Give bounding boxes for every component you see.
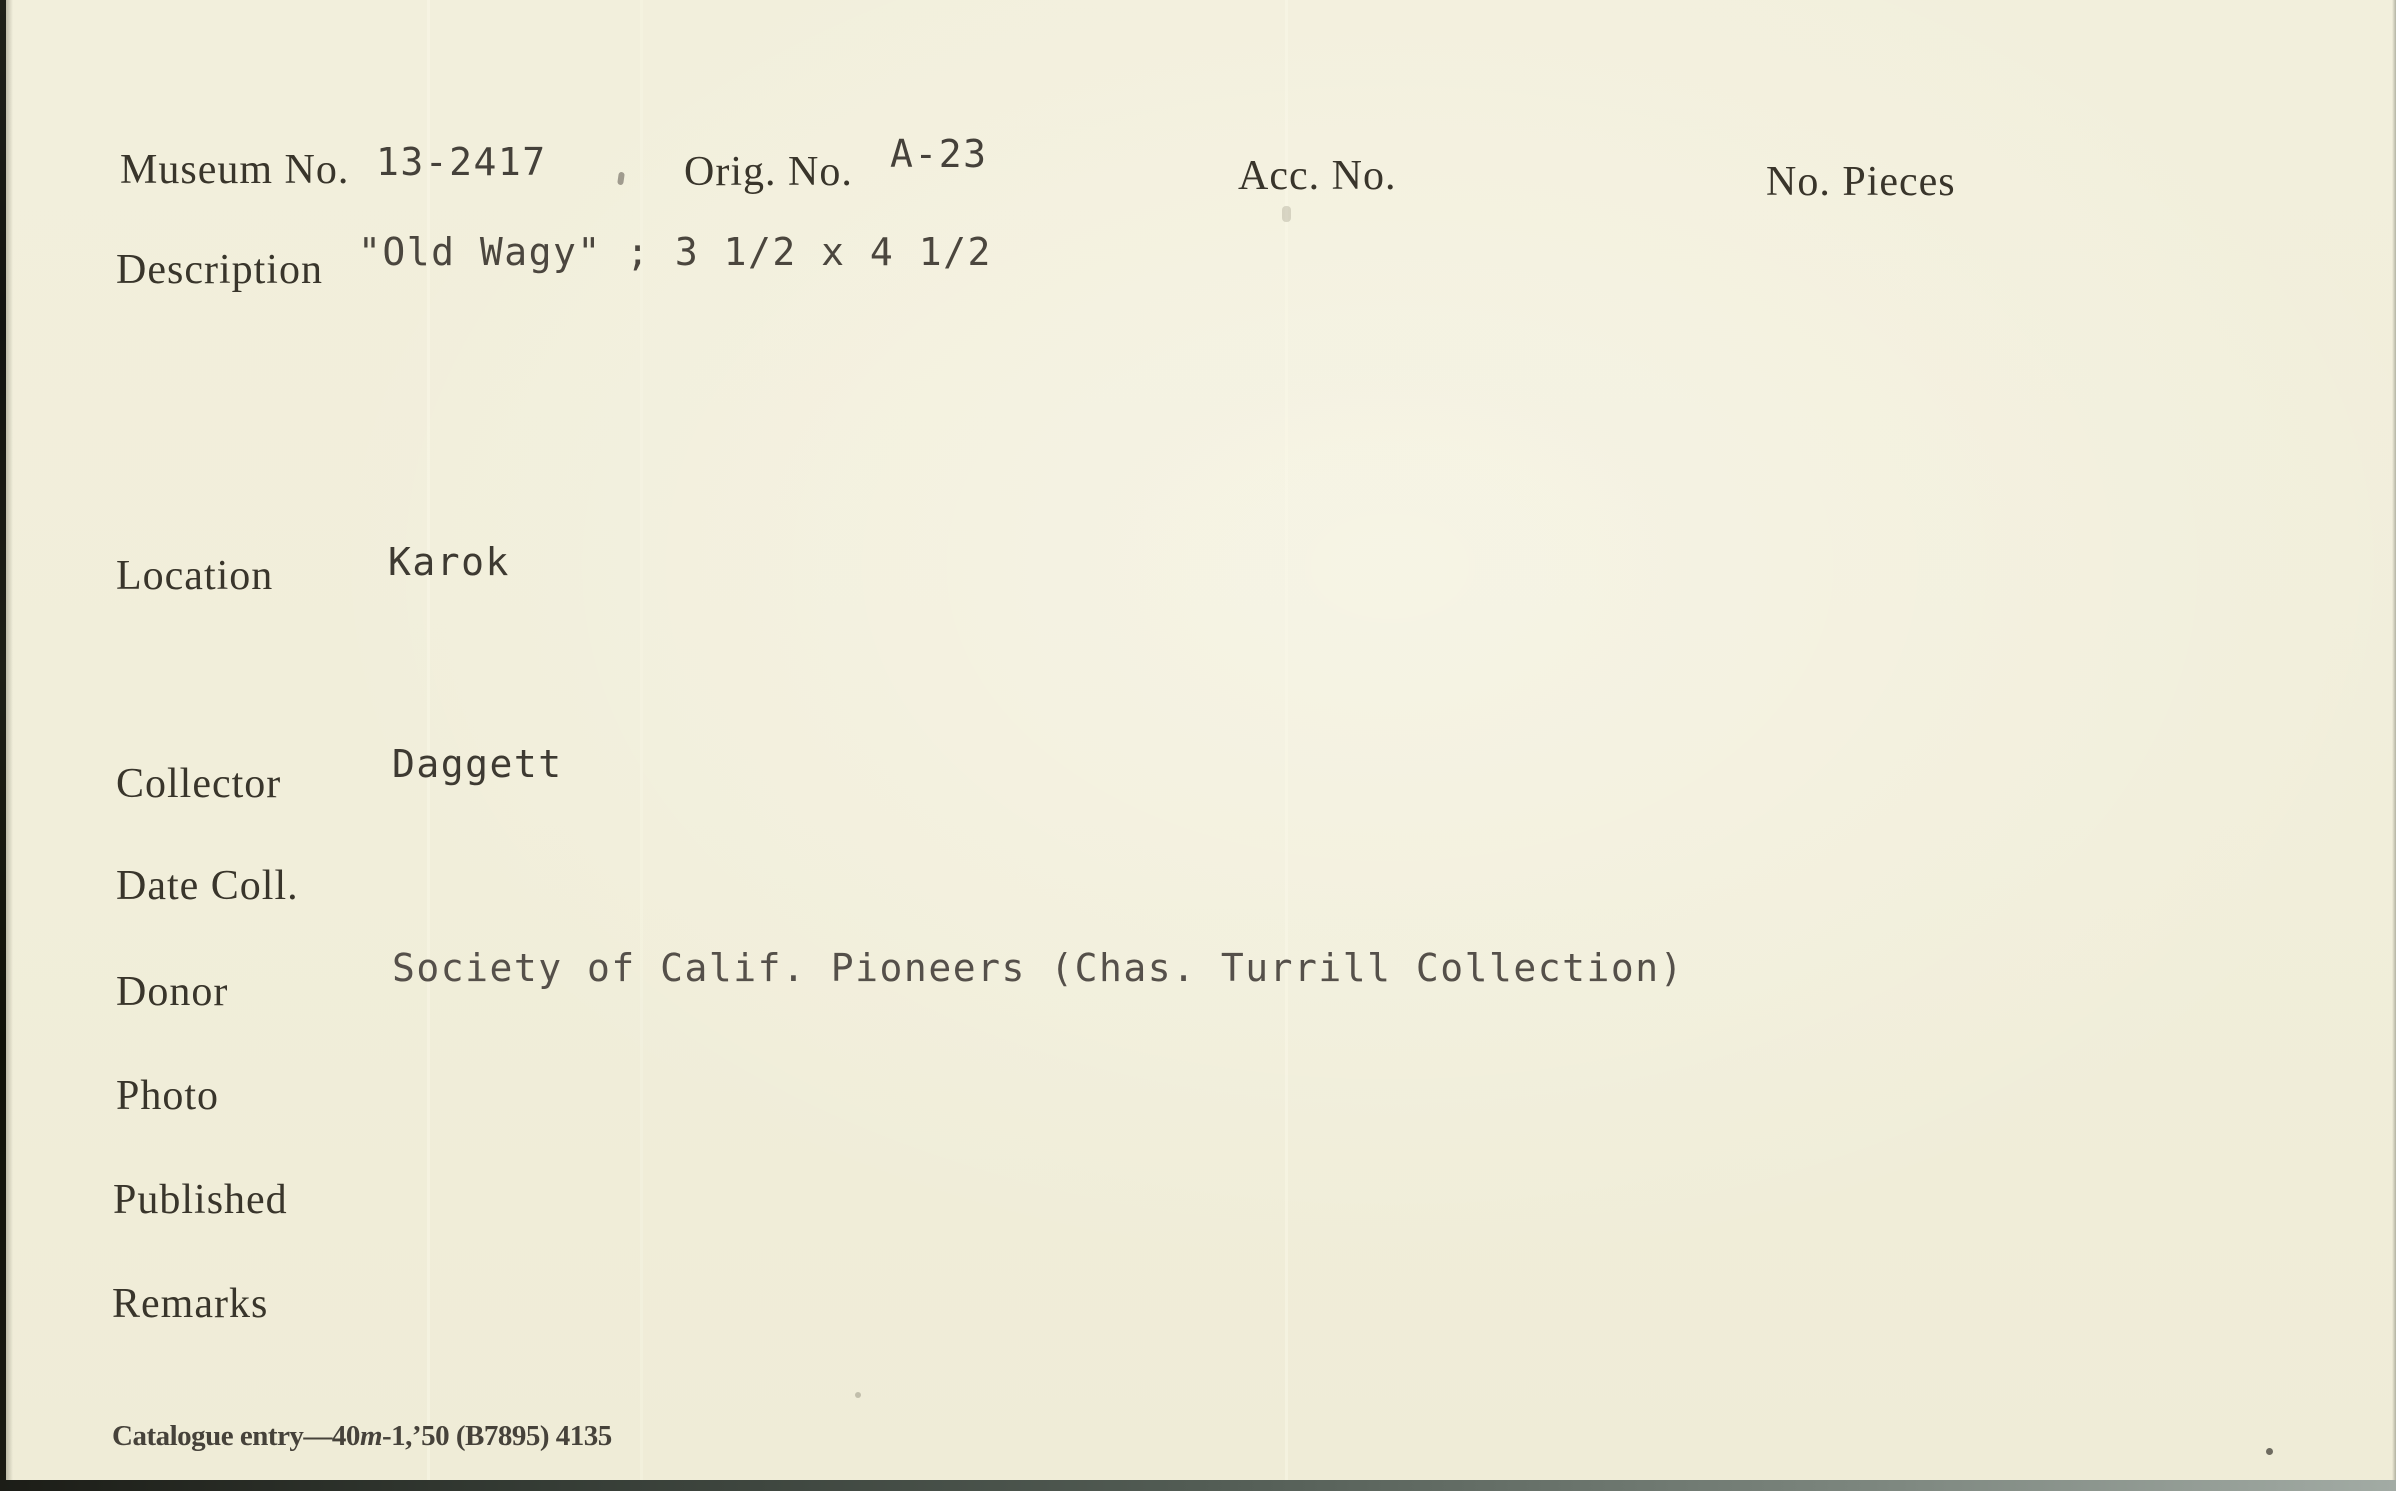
scan-streak xyxy=(640,0,643,1491)
collector-value: Daggett xyxy=(392,742,563,786)
paper-speck xyxy=(855,1392,861,1398)
catalogue-entry-imprint xyxy=(112,1420,612,1453)
paper-speck xyxy=(2266,1448,2273,1455)
orig-no-label: Orig. No. xyxy=(684,149,853,195)
donor-label: Donor xyxy=(116,969,229,1015)
scan-edge-left-shadow xyxy=(6,0,13,1491)
acc-no-label: Acc. No. xyxy=(1238,153,1397,199)
museum-no-value: 13-2417 xyxy=(376,140,547,184)
catalogue-entry-suffix: -1,’50 (B7895) 4135 xyxy=(382,1420,612,1452)
published-label: Published xyxy=(113,1177,288,1223)
collector-label: Collector xyxy=(116,761,282,807)
paper-speck xyxy=(1282,206,1291,222)
scan-edge-bottom xyxy=(0,1480,2396,1491)
catalogue-entry-italic-m: m xyxy=(359,1420,382,1452)
date-coll-label: Date Coll. xyxy=(116,863,299,909)
catalogue-entry-prefix: Catalogue entry—40 xyxy=(112,1420,360,1452)
description-value: "Old Wagy" ; 3 1/2 x 4 1/2 xyxy=(358,230,992,274)
description-label: Description xyxy=(116,247,323,293)
remarks-label: Remarks xyxy=(112,1281,269,1327)
no-pieces-label: No. Pieces xyxy=(1766,159,1956,205)
scan-edge-right xyxy=(2392,0,2396,1491)
scan-streak xyxy=(1285,0,1288,1491)
orig-no-value: A-23 xyxy=(890,132,988,176)
photo-label: Photo xyxy=(116,1073,220,1119)
museum-no-label: Museum No. xyxy=(120,147,350,193)
paper-speck xyxy=(617,172,625,186)
location-value: Karok xyxy=(388,540,510,584)
location-label: Location xyxy=(116,553,274,599)
donor-value: Society of Calif. Pioneers (Chas. Turrill Collection) xyxy=(392,946,1685,990)
